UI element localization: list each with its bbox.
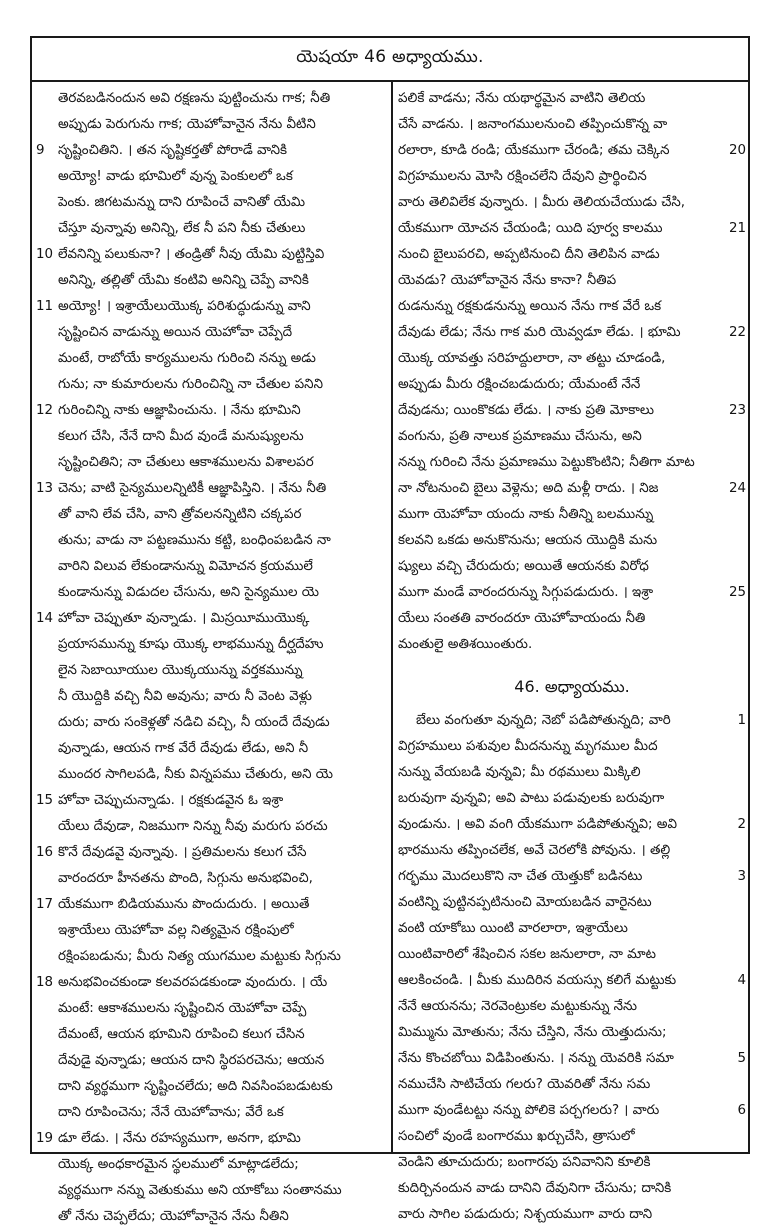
text-line	[36, 554, 388, 580]
text-line	[396, 1150, 748, 1176]
line-text: సృష్టించిన వాడున్ను అయిన యెహోవా చెప్పేదే	[58, 325, 293, 340]
text-line	[36, 892, 388, 918]
text-line	[36, 242, 388, 268]
text-line	[396, 320, 748, 346]
line-text: అయ్యో! । ఇశ్రాయేలుయొక్క పరిశుద్ధుడున్ను వాని	[58, 299, 311, 314]
text-line	[36, 866, 388, 892]
text-line	[36, 1126, 388, 1152]
line-text: దురు; వారు సంకెళ్లతో నడిచి వచ్చి, నీ యందే దేవుడు	[58, 715, 330, 730]
text-line	[36, 736, 388, 762]
line-text: వంటి యాకోబు యింటి వారలారా, ఇశ్రాయేలు	[398, 921, 628, 936]
text-line	[36, 346, 388, 372]
column-divider	[391, 82, 393, 1152]
text-line	[36, 684, 388, 710]
text-line	[396, 1020, 748, 1046]
line-text: నా నోటనుంచి బైలు వెళ్లెను; అది మళ్లీ రాదు. । నిజ	[398, 481, 659, 496]
line-text: గురించిన్ని నాకు ఆజ్ఞాపించును. । నేను భూమిని	[58, 403, 301, 418]
verse-number: 22	[728, 325, 746, 340]
text-line	[36, 658, 388, 684]
verse-number: 10	[36, 247, 54, 262]
right-column-bottom-text	[396, 708, 748, 1228]
line-text: అప్పుడు పెరుగును గాక; యెహోవానైన నేను వీటిని	[58, 117, 316, 132]
line-text: యేలు దేవుడా, నిజముగా నిన్ను నీవు మరుగు పరచు	[58, 819, 328, 834]
text-line	[396, 216, 748, 242]
line-text: ముగా యెహోవా యందు నాకు నీతిన్ని బలమున్ను	[398, 507, 654, 522]
text-line	[396, 916, 748, 942]
line-text: యొక్క యావత్తు సరిహద్దులారా, నా తట్టు చూడండి,	[398, 351, 666, 366]
line-text: రుడనున్ను రక్షకుడనున్ను అయిన నేను గాక వేరే ఒక	[398, 299, 662, 314]
line-text: కలవని ఒకడు అనుకొనును; ఆయన యొద్దికి మను	[398, 533, 658, 548]
text-line	[36, 788, 388, 814]
verse-number: 13	[36, 481, 54, 496]
text-line	[396, 890, 748, 916]
line-text: వంటిన్ని పుట్టినప్పటినుంచి మోయబడిన వారైనటు	[398, 895, 652, 910]
line-text: మంటే, రాబోయే కార్యములను గురించి నన్ను అడు	[58, 351, 316, 366]
text-line	[36, 918, 388, 944]
text-line	[396, 528, 748, 554]
text-line	[36, 268, 388, 294]
line-text: వారందరూ హీనతను పొంది, సిగ్గును అనుభవించి,	[58, 871, 313, 886]
line-text: హోవా చెప్పుచున్నాడు. । రక్షకుడవైన ఓ ఇశ్రా	[58, 793, 284, 808]
text-line	[36, 86, 388, 112]
text-line	[36, 1152, 388, 1178]
line-text: యేకముగా యోచన చేయండి; యిది పూర్వ కాలము	[398, 221, 663, 236]
verse-number: 24	[728, 481, 746, 496]
line-text: తో నేను చెప్పలేదు; యెహోవానైన నేను నీతిని	[58, 1209, 289, 1224]
line-text: ష్యులు వచ్చి చేరుదురు; అయితే ఆయనకు విరోధ	[398, 559, 649, 574]
text-line	[36, 320, 388, 346]
text-line	[36, 1022, 388, 1048]
text-line	[36, 632, 388, 658]
line-text: దేవుడై వున్నాడు; ఆయన దాని స్థిరపరచెను; ఆయన	[58, 1053, 325, 1068]
line-text: దాని వ్యర్థముగా సృష్టించలేదు; అది నివసింపబడుటకు	[58, 1079, 333, 1094]
text-line	[36, 450, 388, 476]
verse-number: 15	[36, 793, 54, 808]
text-line	[36, 580, 388, 606]
verse-number: 14	[36, 611, 54, 626]
verse-number: 3	[737, 869, 746, 884]
line-text: కలుగ చేసి, నేనే దాని మీద వుండే మనుష్యులను	[58, 429, 304, 444]
text-line	[396, 242, 748, 268]
line-text: యెవడు? యెహోవానైన నేను కానా? నీతిప	[398, 273, 617, 288]
text-line	[36, 190, 388, 216]
line-text: విగ్రహములు పశువుల మీదనున్ను మృగముల మీద	[398, 739, 658, 754]
text-line	[396, 942, 748, 968]
text-line	[36, 528, 388, 554]
line-text: అనుభవించకుండా కలవరపడకుండా వుందురు. । యే	[58, 975, 328, 990]
text-line	[396, 112, 748, 138]
verse-number: 20	[728, 143, 746, 158]
verse-number: 11	[36, 299, 54, 314]
text-line	[36, 424, 388, 450]
text-line	[36, 606, 388, 632]
line-text: కుదిర్చినందున వాడు దానిని దేవునిగా చేసును; దానికి	[398, 1181, 672, 1196]
text-line	[396, 190, 748, 216]
line-text: మంటే: ఆకాశములను సృష్టించిన యెహోవా చెప్పే	[58, 1001, 307, 1016]
line-text: చేసే వాడను. । జనాంగములనుంచి తప్పించుకొన్న వా	[398, 117, 668, 132]
verse-number: 6	[737, 1103, 746, 1118]
text-line	[36, 502, 388, 528]
text-line	[36, 1074, 388, 1100]
verse-number: 2	[737, 817, 746, 832]
line-text: వంగును, ప్రతి నాలుక ప్రమాణము చేసును, అని	[398, 429, 642, 444]
line-text: కుండానున్ను విడుదల చేసును, అని సైన్యముల యె	[58, 585, 319, 600]
text-line	[396, 580, 748, 606]
right-column-top-text	[396, 86, 748, 658]
line-text: ముగా మండే వారందరున్ను సిగ్గుపడుదురు. । ఇశ్రా	[398, 585, 654, 600]
line-text: వుండును. । అవి వంగి యేకముగా పడిపోతున్నవి; అవి	[398, 817, 678, 832]
line-text: సృష్టించితిని. । తన సృష్టికర్తతో పోరాడే వానికి	[58, 143, 288, 158]
line-text: వారు సాగిల పడుదురు; నిశ్చయముగా వారు దాని	[398, 1207, 653, 1222]
text-line	[36, 710, 388, 736]
line-text: అనిన్ని, తల్లితో యేమి కంటివి అనిన్ని చెప్పే వానికి	[58, 273, 309, 288]
text-line	[36, 970, 388, 996]
line-text: దేవుడను; యింకొకడు లేడు. । నాకు ప్రతి మోకాలు	[398, 403, 655, 418]
line-text: నేను కొంచబోయి విడిపింతును. । నన్ను యెవరికి సమా	[398, 1051, 674, 1066]
line-text: తో వాని లేవ చేసి, వాని త్రోవలనన్నిటిని చక్కపర	[58, 507, 302, 522]
text-line	[396, 734, 748, 760]
text-line	[36, 476, 388, 502]
text-line	[36, 1204, 388, 1230]
text-line	[36, 372, 388, 398]
line-text: అయ్యో! వాడు భూమిలో వున్న పెంకులలో ఒక	[58, 169, 293, 184]
text-line	[36, 814, 388, 840]
verse-number: 25	[728, 585, 746, 600]
text-line	[396, 632, 748, 658]
chapter-heading: 46. అధ్యాయము.	[514, 677, 630, 696]
line-text: రలారా, కూడి రండి; యేకముగా చేరండి; తమ చెక్కిన	[398, 143, 670, 158]
line-text: చేస్తూ వున్నావు అనిన్ని, లేక నీ పని నీకు చేతులు	[58, 221, 306, 236]
line-text: దేమంటే, ఆయన భూమిని రూపించి కలుగ చేసిన	[58, 1027, 305, 1042]
text-line	[36, 164, 388, 190]
text-line	[396, 812, 748, 838]
line-text: బరువుగా వున్నవి; అవి పాటు పడువులకు బరువుగా	[398, 791, 665, 806]
line-text: నేనే ఆయనను; నెరవెంట్రుకల మట్టుకున్ను నేను	[398, 999, 638, 1014]
text-line	[396, 424, 748, 450]
text-line	[36, 1048, 388, 1074]
line-text: యొక్క అంధకారమైన స్థలములో మాట్లాడలేదు;	[58, 1157, 299, 1172]
line-text: రక్షింపబడును; మీరు నిత్య యుగముల మట్టుకు సిగ్గును	[58, 949, 341, 964]
line-text: దాని రూపించెను; నేనే యెహోవాను; వేరే ఒక	[58, 1105, 284, 1120]
page-title: యెషయా 46 అధ్యాయము.	[296, 47, 484, 67]
line-text: నుంచి బైలుపరచి, అప్పటినుంచి దీని తెలిపిన వాడు	[398, 247, 660, 262]
text-line	[396, 268, 748, 294]
line-text: మిమ్మును మోతును; నేను చేస్తిని, నేను యెత్తుదును;	[398, 1025, 667, 1040]
text-line	[36, 294, 388, 320]
line-text: ప్రయాసమున్ను కూషు యొక్క లాభమున్ను దీర్ఘదేహు	[58, 637, 324, 652]
text-line	[36, 398, 388, 424]
text-line	[36, 996, 388, 1022]
verse-number: 12	[36, 403, 54, 418]
page-header	[32, 38, 748, 82]
line-text: నున్ను వేయబడి వున్నవి; మీ రథములు మిక్కిలి	[398, 765, 641, 780]
line-text: బేలు వంగుతూ వున్నది; నెబో పడిపోతున్నది; వారి	[416, 713, 671, 728]
line-text: ఆలకించండి. । మీకు ముదిరిన వయస్సు కలిగే మట్టుకు	[398, 973, 677, 988]
line-text: అప్పుడు మీరు రక్షించబడుదురు; యేమంటే నేనే	[398, 377, 641, 392]
line-text: పలికే వాడను; నేను యథార్థమైన వాటిని తెలియ	[398, 91, 646, 106]
line-text: వారు తెలివిలేక వున్నారు. । మీరు తెలియచేయుడు చేసి,	[398, 195, 686, 210]
line-text: ముగా వుండేటట్టు నన్ను పోలికె పర్చగలరు? । వారు	[398, 1103, 660, 1118]
text-line	[396, 1072, 748, 1098]
line-text: ఇశ్రాయేలు యెహోవా వల్ల నిత్యమైన రక్షింపులో	[58, 923, 294, 938]
text-line	[396, 164, 748, 190]
line-text: గును; నా కుమారులను గురించిన్ని నా చేతుల పనిని	[58, 377, 323, 392]
text-line	[396, 864, 748, 890]
line-text: కొనే దేవుడవై వున్నావు. । ప్రతిమలను కలుగ చేసే	[58, 845, 307, 860]
text-line	[396, 450, 748, 476]
line-text: యేలు సంతతి వారందరూ యెహోవాయందు నీతి	[398, 611, 646, 626]
verse-number: 17	[36, 897, 54, 912]
text-line	[396, 838, 748, 864]
line-text: హోవా చెప్పుతూ వున్నాడు. । మిస్రయీముయొక్క	[58, 611, 310, 626]
text-line	[396, 1098, 748, 1124]
text-line	[396, 606, 748, 632]
text-line	[36, 112, 388, 138]
verse-number: 21	[728, 221, 746, 236]
text-line	[396, 1202, 748, 1228]
verse-number: 19	[36, 1131, 54, 1146]
line-text: డూ లేడు. । నేను రహస్యముగా, అనగా, భూమి	[58, 1131, 301, 1146]
text-line	[396, 1124, 748, 1150]
line-text: యేకముగా బిడియమును పొందుదురు. । అయితే	[58, 897, 310, 912]
line-text: వున్నాడు, ఆయన గాక వేరే దేవుడు లేడు, అని నీ	[58, 741, 309, 756]
line-text: సంచిలో వుండే బంగారము ఖర్చుచేసి, త్రాసులో	[398, 1129, 635, 1144]
line-text: చెను; వాటి సైన్యములన్నిటికీ ఆజ్ఞాపిస్తిని. । నేను నీతి	[58, 481, 327, 496]
line-text: విగ్రహములను మోసి రక్షించలేని దేవుని ప్రార్థించిన	[398, 169, 647, 184]
line-text: వారిని విలువ లేకుండానున్ను విమోచన క్రయములే	[58, 559, 313, 574]
verse-number: 4	[737, 973, 746, 988]
text-line	[396, 786, 748, 812]
line-text: భారమును తప్పించలేక, అవే చెరలోకి పోవును. । తల్లి	[398, 843, 671, 858]
text-line	[36, 944, 388, 970]
text-line	[36, 840, 388, 866]
right-column	[396, 86, 748, 1228]
text-line	[396, 294, 748, 320]
text-line	[396, 968, 748, 994]
verse-number: 5	[737, 1051, 746, 1066]
text-line	[36, 762, 388, 788]
verse-number: 18	[36, 975, 54, 990]
line-text: వెండిని తూచుదురు; బంగారపు పనివానిని కూలికి	[398, 1155, 651, 1170]
line-text: వ్యర్థముగా నన్ను వెతుకుము అని యాకోబు సంతానము	[58, 1183, 342, 1198]
text-line	[396, 708, 748, 734]
line-text: దేవుడు లేడు; నేను గాక మరి యెవ్వడూ లేడు. । భూమి	[398, 325, 681, 340]
line-text: నీ యొద్దికి వచ్చి నీవి అవును; వారు నీ వెంట వెళ్లు	[58, 689, 312, 704]
left-column	[36, 86, 388, 1230]
line-text: పెంకు. జిగటమన్ను దాని రూపించే వానితో యేమి	[58, 195, 305, 210]
text-line	[396, 502, 748, 528]
text-line	[396, 398, 748, 424]
text-line	[396, 86, 748, 112]
text-line	[396, 554, 748, 580]
line-text: లైన సెబాయీయుల యొక్కయున్ను వర్తకమున్ను	[58, 663, 303, 678]
line-text: నముచేసి సాటిచేయ గలరు? యెవరితో నేను సమ	[398, 1077, 651, 1092]
line-text: నన్ను గురించి నేను ప్రమాణము పెట్టుకొంటిని; నీతిగా మాట	[398, 455, 695, 470]
line-text: యింటివారిలో శేషించిన సకల జనులారా, నా మాట	[398, 947, 656, 962]
text-line	[396, 138, 748, 164]
line-text: తును; వాడు నా పట్టణమును కట్టి, బంధింపబడిన నా	[58, 533, 331, 548]
line-text: ముందర సాగిలపడి, నీకు విన్నపము చేతురు, అని యె	[58, 767, 333, 782]
line-text: గర్భము మొదలుకొని నా చేత యెత్తుకో బడినటు	[398, 869, 643, 884]
text-line	[36, 1100, 388, 1126]
text-line	[396, 476, 748, 502]
line-text: మంతులై అతిశయింతురు.	[398, 637, 533, 652]
text-line	[396, 346, 748, 372]
verse-number: 23	[728, 403, 746, 418]
verse-number: 1	[737, 713, 746, 728]
text-line	[396, 1046, 748, 1072]
text-line	[396, 1176, 748, 1202]
line-text: లేవనిన్ని పలుకునా? । తండ్రితో నీవు యేమి పుట్టిస్తివి	[58, 247, 325, 262]
text-line	[36, 216, 388, 242]
line-text: సృష్టించితిని; నా చేతులు ఆకాశములను విశాలపర	[58, 455, 314, 470]
verse-number: 9	[36, 143, 45, 158]
text-line	[396, 372, 748, 398]
text-line	[36, 1178, 388, 1204]
verse-number: 16	[36, 845, 54, 860]
text-line	[396, 760, 748, 786]
text-line	[36, 138, 388, 164]
line-text: తెరవబడినందున అవి రక్షణను పుట్టించును గాక; నీతి	[58, 91, 331, 106]
text-line	[396, 994, 748, 1020]
